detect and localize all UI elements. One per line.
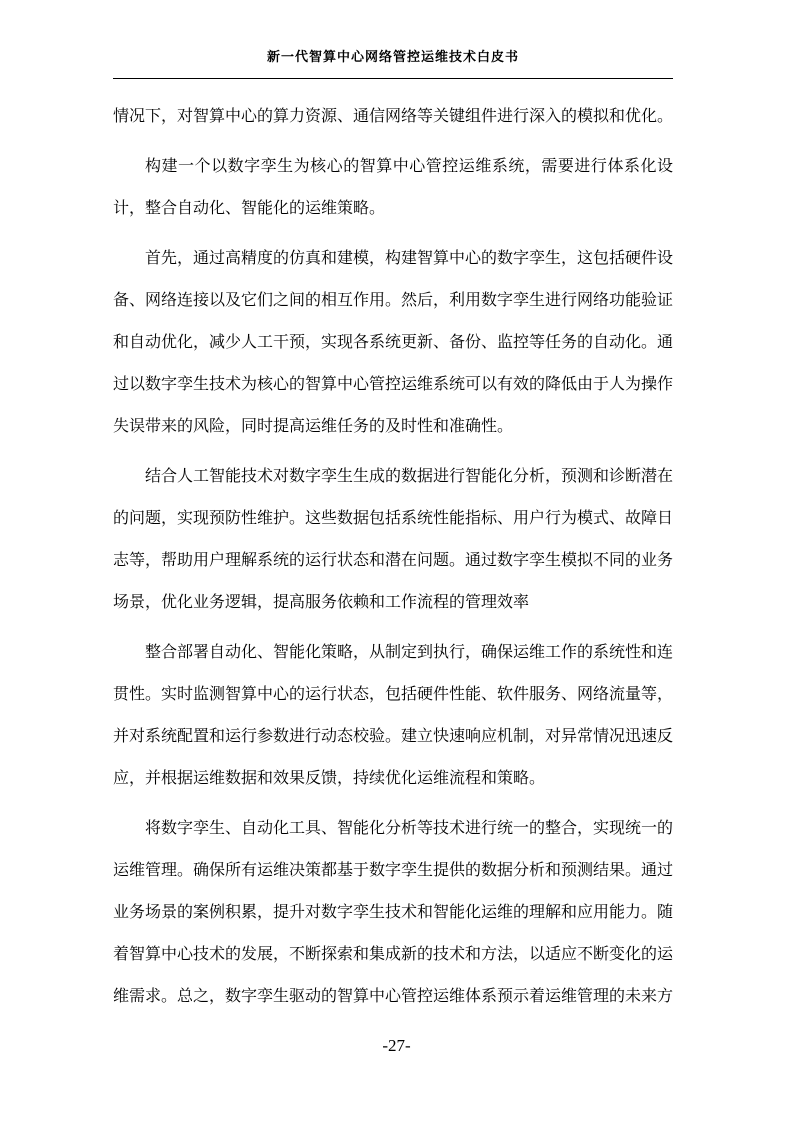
page-footer	[0, 1036, 793, 1056]
body-paragraph: 情况下，对智算中心的算力资源、通信网络等关键组件进行深入的模拟和优化。	[113, 108, 674, 125]
running-header-title: 新一代智算中心网络管控运维技术白皮书	[266, 49, 519, 64]
body-paragraph: 首先，通过高精度的仿真和建模，构建智算中心的数字孪生，这包括硬件设备、网络连接以及它们之间的相互作用。然后，利用数字孪生进行网络功能验证和自动优化，减少人工干预，实现各系统更新、备份、监控等任务的自动化。通过以数字孪生技术为核心的智算中心管控运维系统可以有效的降低由于人为操作失误带来的风险，同时提高运维任务的及时性和准确性。	[113, 250, 674, 435]
body-paragraph: 将数字孪生、自动化工具、智能化分析等技术进行统一的整合，实现统一的运维管理。确保所有运维决策都基于数字孪生提供的数据分析和预测结果。通过业务场景的案例积累，提升对数字孪生技术和智能化运维的理解和应用能力。随着智算中心技术的发展，不断探索和集成新的技术和方法，以适应不断变化的运维需求。总之，数字孪生驱动的智算中心管控运维体系预示着运维管理的未来方	[113, 820, 674, 1005]
body-paragraph: 结合人工智能技术对数字孪生生成的数据进行智能化分析，预测和诊断潜在的问题，实现预防性维护。这些数据包括系统性能指标、用户行为模式、故障日志等，帮助用户理解系统的运行状态和潜在问题。通过数字孪生模拟不同的业务场景，优化业务逻辑，提高服务依赖和工作流程的管理效率	[113, 468, 674, 611]
page-number: -27-	[382, 1036, 411, 1055]
header-rule-divider	[113, 78, 673, 79]
page-header	[113, 0, 673, 79]
document-body	[113, 96, 673, 1018]
body-paragraph: 整合部署自动化、智能化策略，从制定到执行，确保运维工作的系统性和连贯性。实时监测智算中心的运行状态，包括硬件性能、软件服务、网络流量等，并对系统配置和运行参数进行动态校验。建立快速响应机制，对异常情况迅速反应，并根据运维数据和效果反馈，持续优化运维流程和策略。	[113, 644, 674, 787]
body-paragraph: 构建一个以数字孪生为核心的智算中心管控运维系统，需要进行体系化设计，整合自动化、智能化的运维策略。	[113, 158, 673, 217]
